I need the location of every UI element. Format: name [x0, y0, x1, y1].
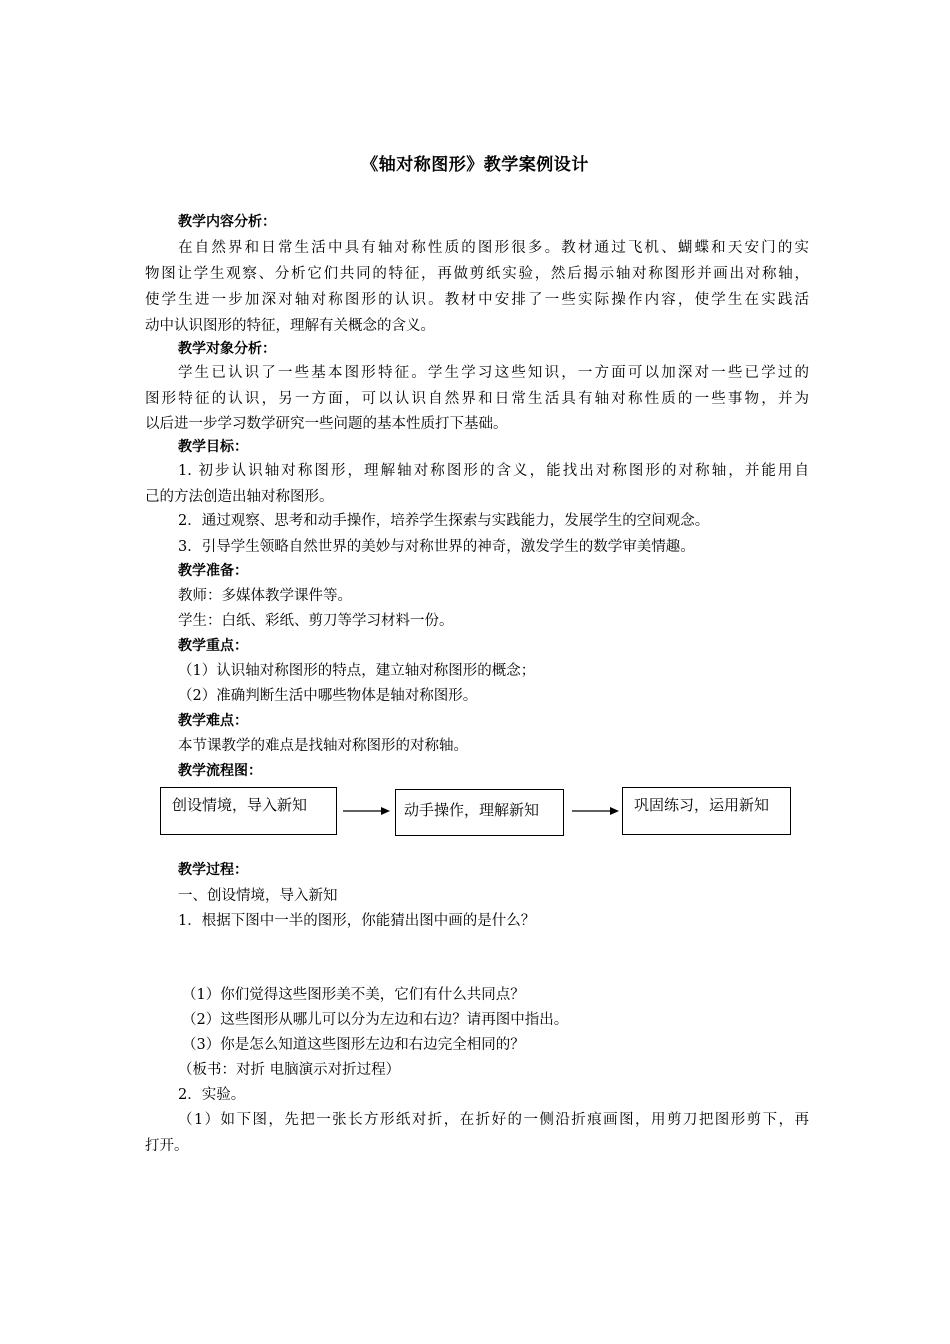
difficulty-item: 本节课教学的难点是找轴对称图形的对称轴。	[178, 738, 468, 754]
preparation-item: 学生：白纸、彩纸、剪刀等学习材料一份。	[178, 613, 454, 629]
paragraph-line: 动中认识图形的特征，理解有关概念的含义。	[145, 318, 435, 334]
flow-arrow-icon	[572, 804, 620, 818]
difficulty-heading: 教学难点：	[178, 713, 248, 729]
flow-step-label: 创设情境，导入新知	[172, 796, 308, 814]
flow-step-label: 动手操作，理解新知	[404, 801, 540, 819]
flow-step-2	[395, 789, 564, 836]
objective-item: 2．通过观察、思考和动手操作，培养学生探索与实践能力，发展学生的空间观念。	[178, 513, 710, 529]
paragraph-line: 以后进一步学习数学研究一些问题的基本性质打下基础。	[145, 416, 508, 432]
process-heading: 教学过程：	[178, 862, 248, 878]
question-line: （3）你是怎么知道这些图形左边和右边完全相同的？	[182, 1037, 525, 1053]
preparation-heading: 教学准备：	[178, 563, 248, 579]
question-line: （1）你们觉得这些图形美不美，它们有什么共同点？	[182, 987, 525, 1003]
paragraph-line: 学生已认识了一些基本图形特征。学生学习这些知识，一方面可以加深对一些已学过的	[178, 365, 809, 381]
paragraph-line: 使学生进一步加深对轴对称图形的认识。教材中安排了一些实际操作内容，使学生在实践活	[145, 292, 809, 308]
process-line: 打开。	[145, 1138, 189, 1154]
blackboard-note: （板书：对折 电脑演示对折过程）	[178, 1062, 401, 1078]
paragraph-line: 图形特征的认识，另一方面，可以认识自然界和日常生活具有轴对称性质的一些事物，并为	[145, 391, 809, 407]
question-line: （2）这些图形从哪儿可以分为左边和右边？请再图中指出。	[182, 1012, 569, 1028]
paragraph-line: 物图让学生观察、分析它们共同的特征，再做剪纸实验，然后揭示轴对称图形并画出对称轴，	[145, 266, 809, 282]
flow-arrow-icon	[343, 804, 391, 818]
objective-item: 1. 初步认识轴对称图形，理解轴对称图形的含义，能找出对称图形的对称轴，并能用自	[178, 463, 809, 479]
key-point-item: （2）准确判断生活中哪些物体是轴对称图形。	[178, 688, 478, 704]
objective-item: 3．引导学生领略自然世界的美妙与对称世界的神奇，激发学生的数学审美情趣。	[178, 539, 695, 555]
document-title: 《轴对称图形》教学案例设计	[361, 155, 589, 175]
flowchart-heading: 教学流程图：	[178, 763, 262, 779]
process-line: 1．根据下图中一半的图形，你能猜出图中画的是什么？	[178, 913, 536, 929]
objective-item: 己的方法创造出轴对称图形。	[145, 489, 334, 505]
process-line: 一、创设情境，导入新知	[178, 888, 338, 904]
student-analysis-heading: 教学对象分析：	[178, 341, 276, 357]
flow-step-1	[160, 787, 337, 835]
process-line: 2．实验。	[178, 1087, 246, 1103]
flow-step-3	[622, 787, 791, 835]
flow-step-label: 巩固练习，运用新知	[634, 796, 770, 814]
process-line: （1）如下图，先把一张长方形纸对折，在折好的一侧沿折痕画图，用剪刀把图形剪下，再	[178, 1112, 809, 1128]
content-analysis-heading: 教学内容分析：	[178, 214, 276, 230]
objectives-heading: 教学目标：	[178, 439, 248, 455]
preparation-item: 教师：多媒体教学课件等。	[178, 588, 352, 604]
key-point-item: （1）认识轴对称图形的特点，建立轴对称图形的概念；	[178, 663, 536, 679]
key-points-heading: 教学重点：	[178, 638, 248, 654]
paragraph-line: 在自然界和日常生活中具有轴对称性质的图形很多。教材通过飞机、蝴蝶和天安门的实	[178, 240, 809, 256]
